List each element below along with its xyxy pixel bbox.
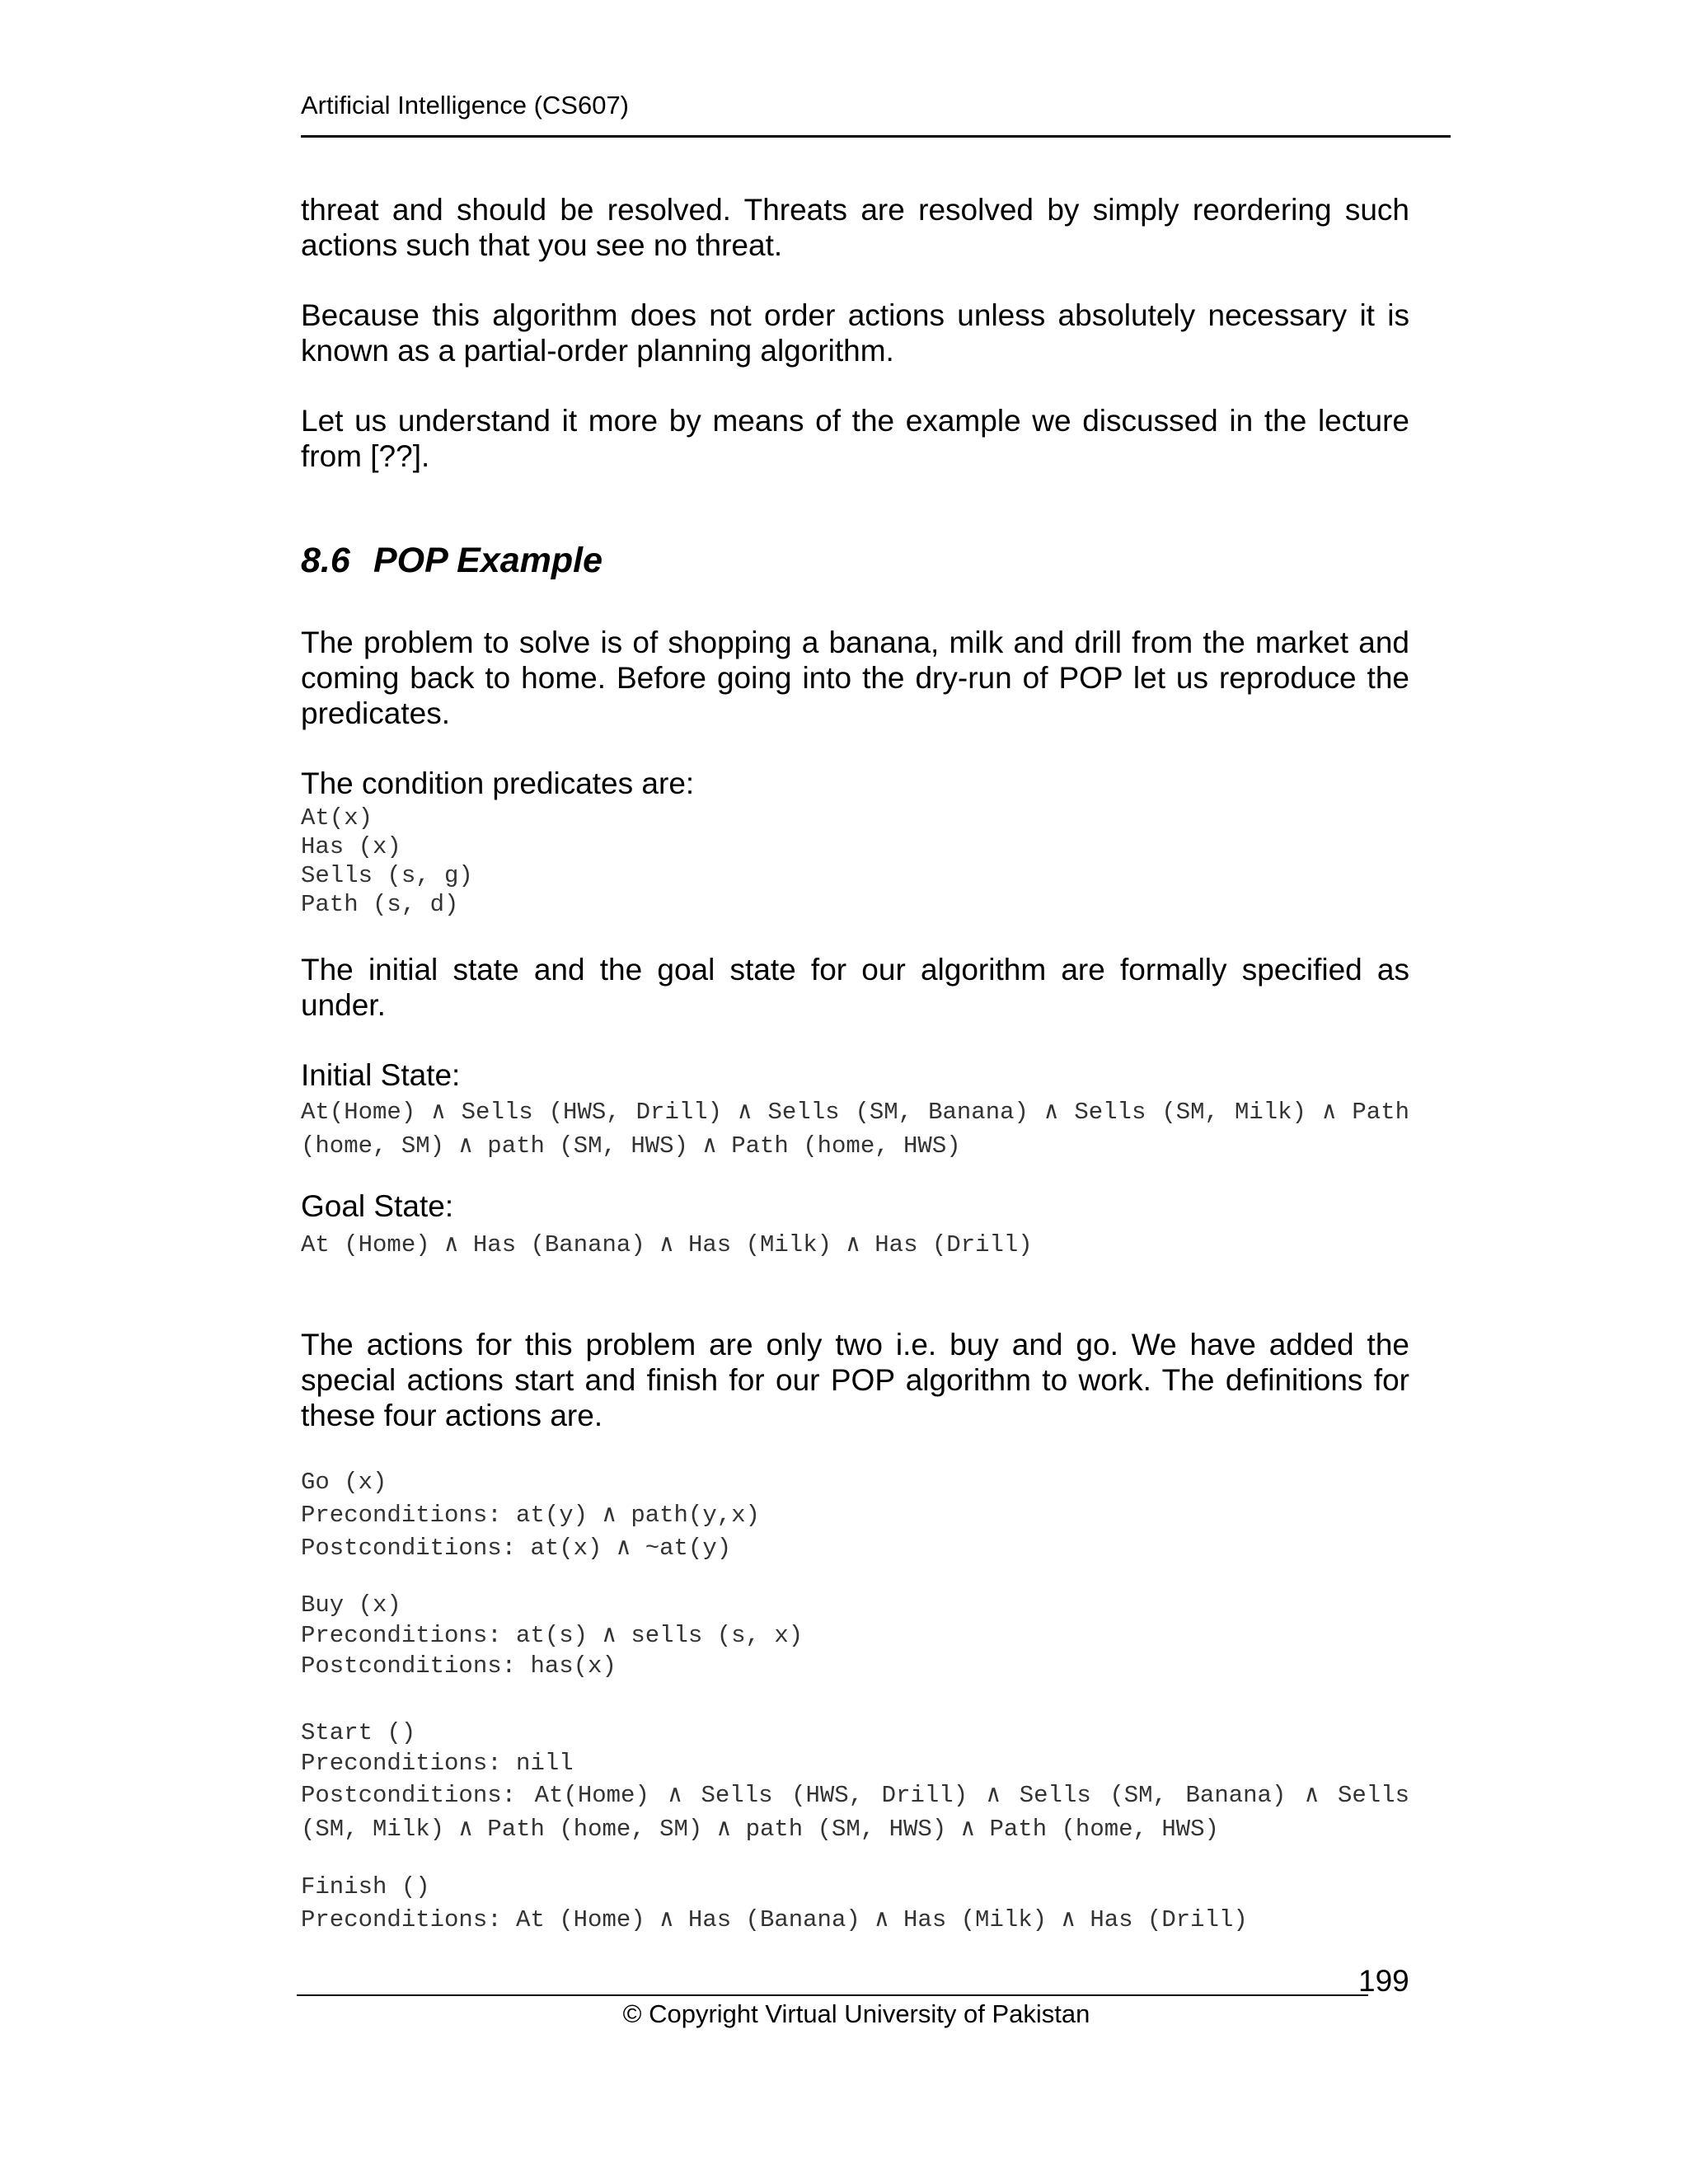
copyright-text: © Copyright Virtual University of Pakistan [622, 1999, 1090, 2028]
action-start [301, 1718, 1409, 1846]
predicates-list [301, 804, 1409, 919]
action-go-postconditions: Postconditions: at(x) ∧ ~at(y) [301, 1535, 732, 1562]
action-buy-name: Buy (x) [301, 1591, 401, 1619]
paragraph-actions-intro: The actions for this problem are only two i.e. buy and go. We have added the special actions start and finish for our POP algorithm to work. The definitions for these four actions are. [301, 1328, 1409, 1432]
section-number: 8.6 [301, 541, 350, 580]
action-go [301, 1466, 1409, 1565]
action-go-name: Go (x) [301, 1469, 387, 1496]
course-title: Artificial Intelligence (CS607) [301, 91, 630, 120]
paragraph-example-intro: Let us understand it more by means of the example we discussed in the lecture from [??]. [301, 404, 1409, 473]
footer-divider [297, 1994, 1368, 1996]
initial-state-label: Initial State: [301, 1058, 461, 1092]
section-title: POP Example [373, 541, 603, 580]
page-header [301, 89, 1451, 122]
action-start-preconditions: Preconditions: nill [301, 1750, 574, 1777]
initial-state-formula: At(Home) ∧ Sells (HWS, Drill) ∧ Sells (SM, Banana) ∧ Sells (SM, Milk) ∧ Path (home, SM) ∧ path (SM, HWS) ∧ Path (home, HWS) [301, 1099, 1409, 1160]
paragraph-problem: The problem to solve is of shopping a banana, milk and drill from the market and coming back to home. Before going into the dry-run of POP let us reproduce the predicates. [301, 626, 1409, 730]
predicate-item: At(x) [301, 804, 373, 832]
action-finish [301, 1871, 1409, 1937]
paragraph-threat-resolution: threat and should be resolved. Threats are resolved by simply reordering such actions such that you see no threat. [301, 193, 1409, 262]
header-divider [301, 135, 1451, 138]
action-start-postconditions: Postconditions: At(Home) ∧ Sells (HWS, Drill) ∧ Sells (SM, Banana) ∧ Sells (SM, Milk) ∧ Path (home, SM) ∧ path (SM, HWS) ∧ Path (home, HWS) [301, 1782, 1409, 1843]
section-heading [301, 540, 603, 581]
action-buy-preconditions: Preconditions: at(s) ∧ sells (s, x) [301, 1622, 804, 1649]
action-buy-postconditions: Postconditions: has(x) [301, 1652, 617, 1680]
action-start-name: Start () [301, 1719, 416, 1746]
predicate-item: Path (s, d) [301, 891, 459, 918]
paragraph-partial-order: Because this algorithm does not order actions unless absolutely necessary it is known as a partial-order planning algorithm. [301, 298, 1409, 368]
predicate-item: Sells (s, g) [301, 862, 473, 889]
copyright-notice [0, 1998, 1688, 2031]
page-number: 199 [1358, 1964, 1409, 1998]
paragraph-states-intro: The initial state and the goal state for our algorithm are formally specified as under. [301, 953, 1409, 1022]
goal-state-label: Goal State: [301, 1189, 454, 1223]
action-buy [301, 1590, 1409, 1681]
predicates-label: The condition predicates are: [301, 766, 695, 800]
action-go-preconditions: Preconditions: at(y) ∧ path(y,x) [301, 1502, 760, 1529]
action-finish-name: Finish () [301, 1873, 430, 1900]
action-finish-preconditions: Preconditions: At (Home) ∧ Has (Banana) ∧ Has (Milk) ∧ Has (Drill) [301, 1906, 1248, 1933]
predicate-item: Has (x) [301, 833, 401, 860]
goal-state-formula: At (Home) ∧ Has (Banana) ∧ Has (Milk) ∧ Has (Drill) [301, 1231, 1033, 1258]
